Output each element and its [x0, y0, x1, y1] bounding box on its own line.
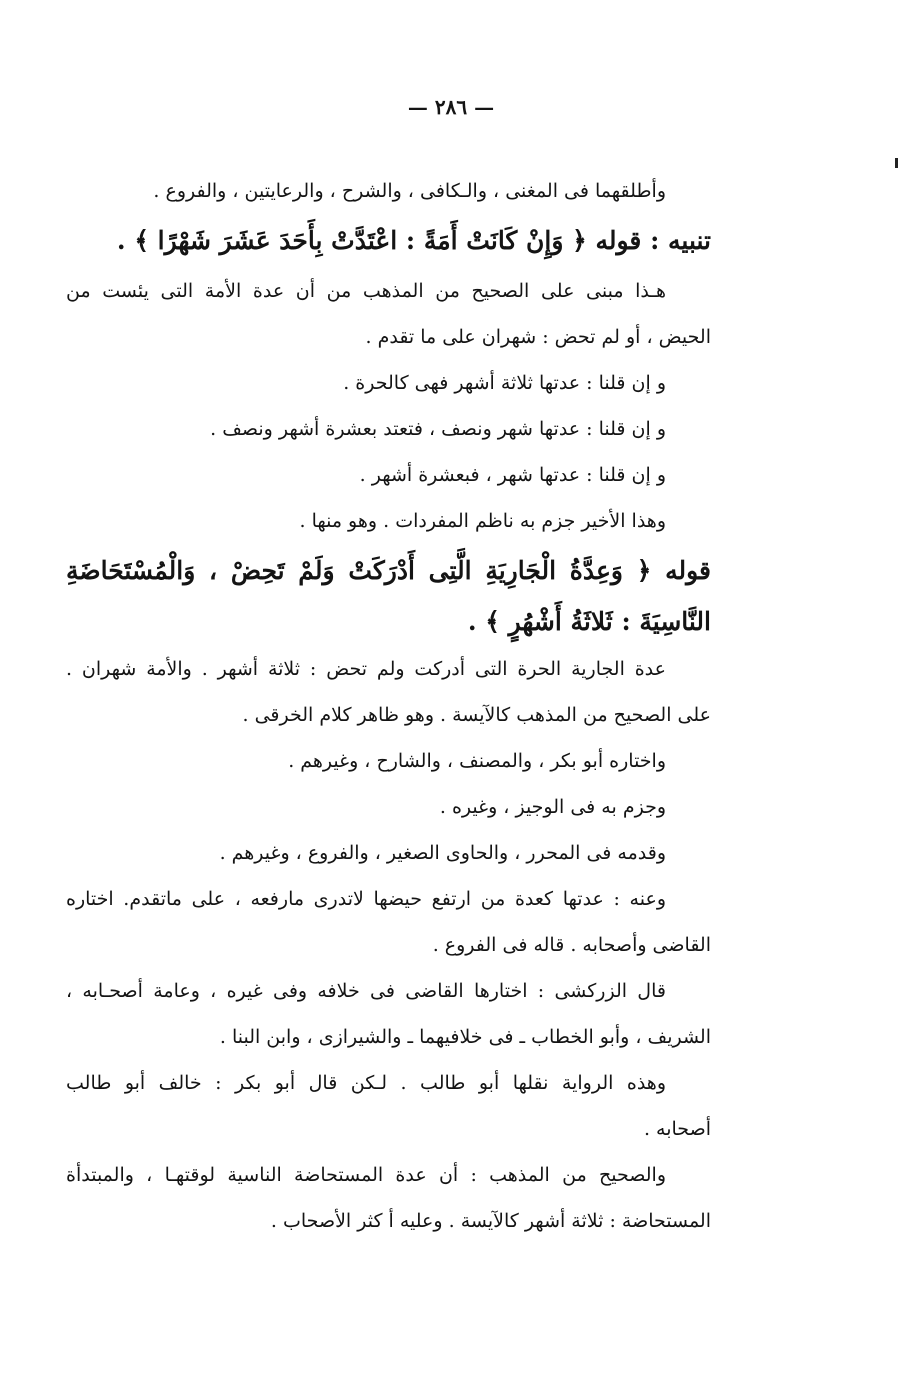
text-line: وأطلقهما فى المغنى ، والـكافى ، والشرح ، والرعايتين ، والفروع . — [153, 180, 666, 202]
text-line: وجزم به فى الوجيز ، وغيره . — [439, 796, 666, 818]
text-line: هـذا مبنى على الصحيح من المذهب من أن عدة الأمة التى يئست من — [66, 280, 666, 302]
text-line: الشريف ، وأبو الخطاب ـ فى خلافيهما ـ والشيرازى ، وابن البنا . — [219, 1026, 711, 1048]
text-line: و إن قلنا : عدتها شهر ونصف ، فتعتد بعشرة أشهر ونصف . — [210, 418, 666, 440]
text-line: وعنه : عدتها كعدة من ارتفع حيضها لاتدرى مارفعه ، على ماتقدم. اختاره — [66, 888, 666, 910]
quoted-passage-line: النَّاسِيَةَ : ثَلاثَةُ أَشْهُرٍ ﴾ . — [467, 607, 711, 636]
text-line: على الصحيح من المذهب كالآيسة . وهو ظاهر كلام الخرقى . — [242, 704, 711, 726]
page-body — [66, 168, 711, 1244]
text-line: وقدمه فى المحرر ، والحاوى الصغير ، والفروع ، وغيرهم . — [219, 842, 666, 864]
page-number: — ٢٨٦ — — [407, 95, 495, 119]
text-line: الحيض ، أو لم تحض : شهران على ما تقدم . — [365, 326, 711, 348]
quoted-passage-line: قوله ﴿ وَعِدَّةُ الْجَارِيَةِ الَّتِى أَدْرَكَتْ وَلَمْ تَحِضْ ، وَالْمُسْتَحَاضَةِ — [66, 556, 711, 585]
text-line: واختاره أبو بكر ، والمصنف ، والشارح ، وغيرهم . — [288, 750, 666, 772]
scan-edge-mark — [895, 158, 898, 168]
text-line: القاضى وأصحابه . قاله فى الفروع . — [432, 934, 711, 956]
text-line: و إن قلنا : عدتها ثلاثة أشهر فهى كالحرة . — [343, 372, 666, 394]
text-line: وهذه الرواية نقلها أبو طالب . لـكن قال أبو بكر : خالف أبو طالب — [66, 1072, 666, 1094]
text-line: عدة الجارية الحرة التى أدركت ولم تحض : ثلاثة أشهر . والأمة شهران . — [66, 658, 666, 680]
text-line: والصحيح من المذهب : أن عدة المستحاضة الناسية لوقتهـا ، والمبتدأة — [66, 1164, 666, 1186]
text-line: وهذا الأخير جزم به ناظم المفردات . وهو منها . — [299, 510, 666, 532]
text-line: قال الزركشى : اختارها القاضى فى خلافه وفى غيره ، وعامة أصحـابه ، — [66, 980, 666, 1002]
text-line: أصحابه . — [643, 1118, 711, 1140]
quoted-passage-line: تنبيه : قوله ﴿ وَإِنْ كَانَتْ أَمَةً : اعْتَدَّتْ بِأَحَدَ عَشَرَ شَهْرًا ﴾ . — [116, 226, 711, 255]
text-line: المستحاضة : ثلاثة أشهر كالآيسة . وعليه أ كثر الأصحاب . — [270, 1210, 711, 1232]
text-line: و إن قلنا : عدتها شهر ، فبعشرة أشهر . — [359, 464, 666, 486]
